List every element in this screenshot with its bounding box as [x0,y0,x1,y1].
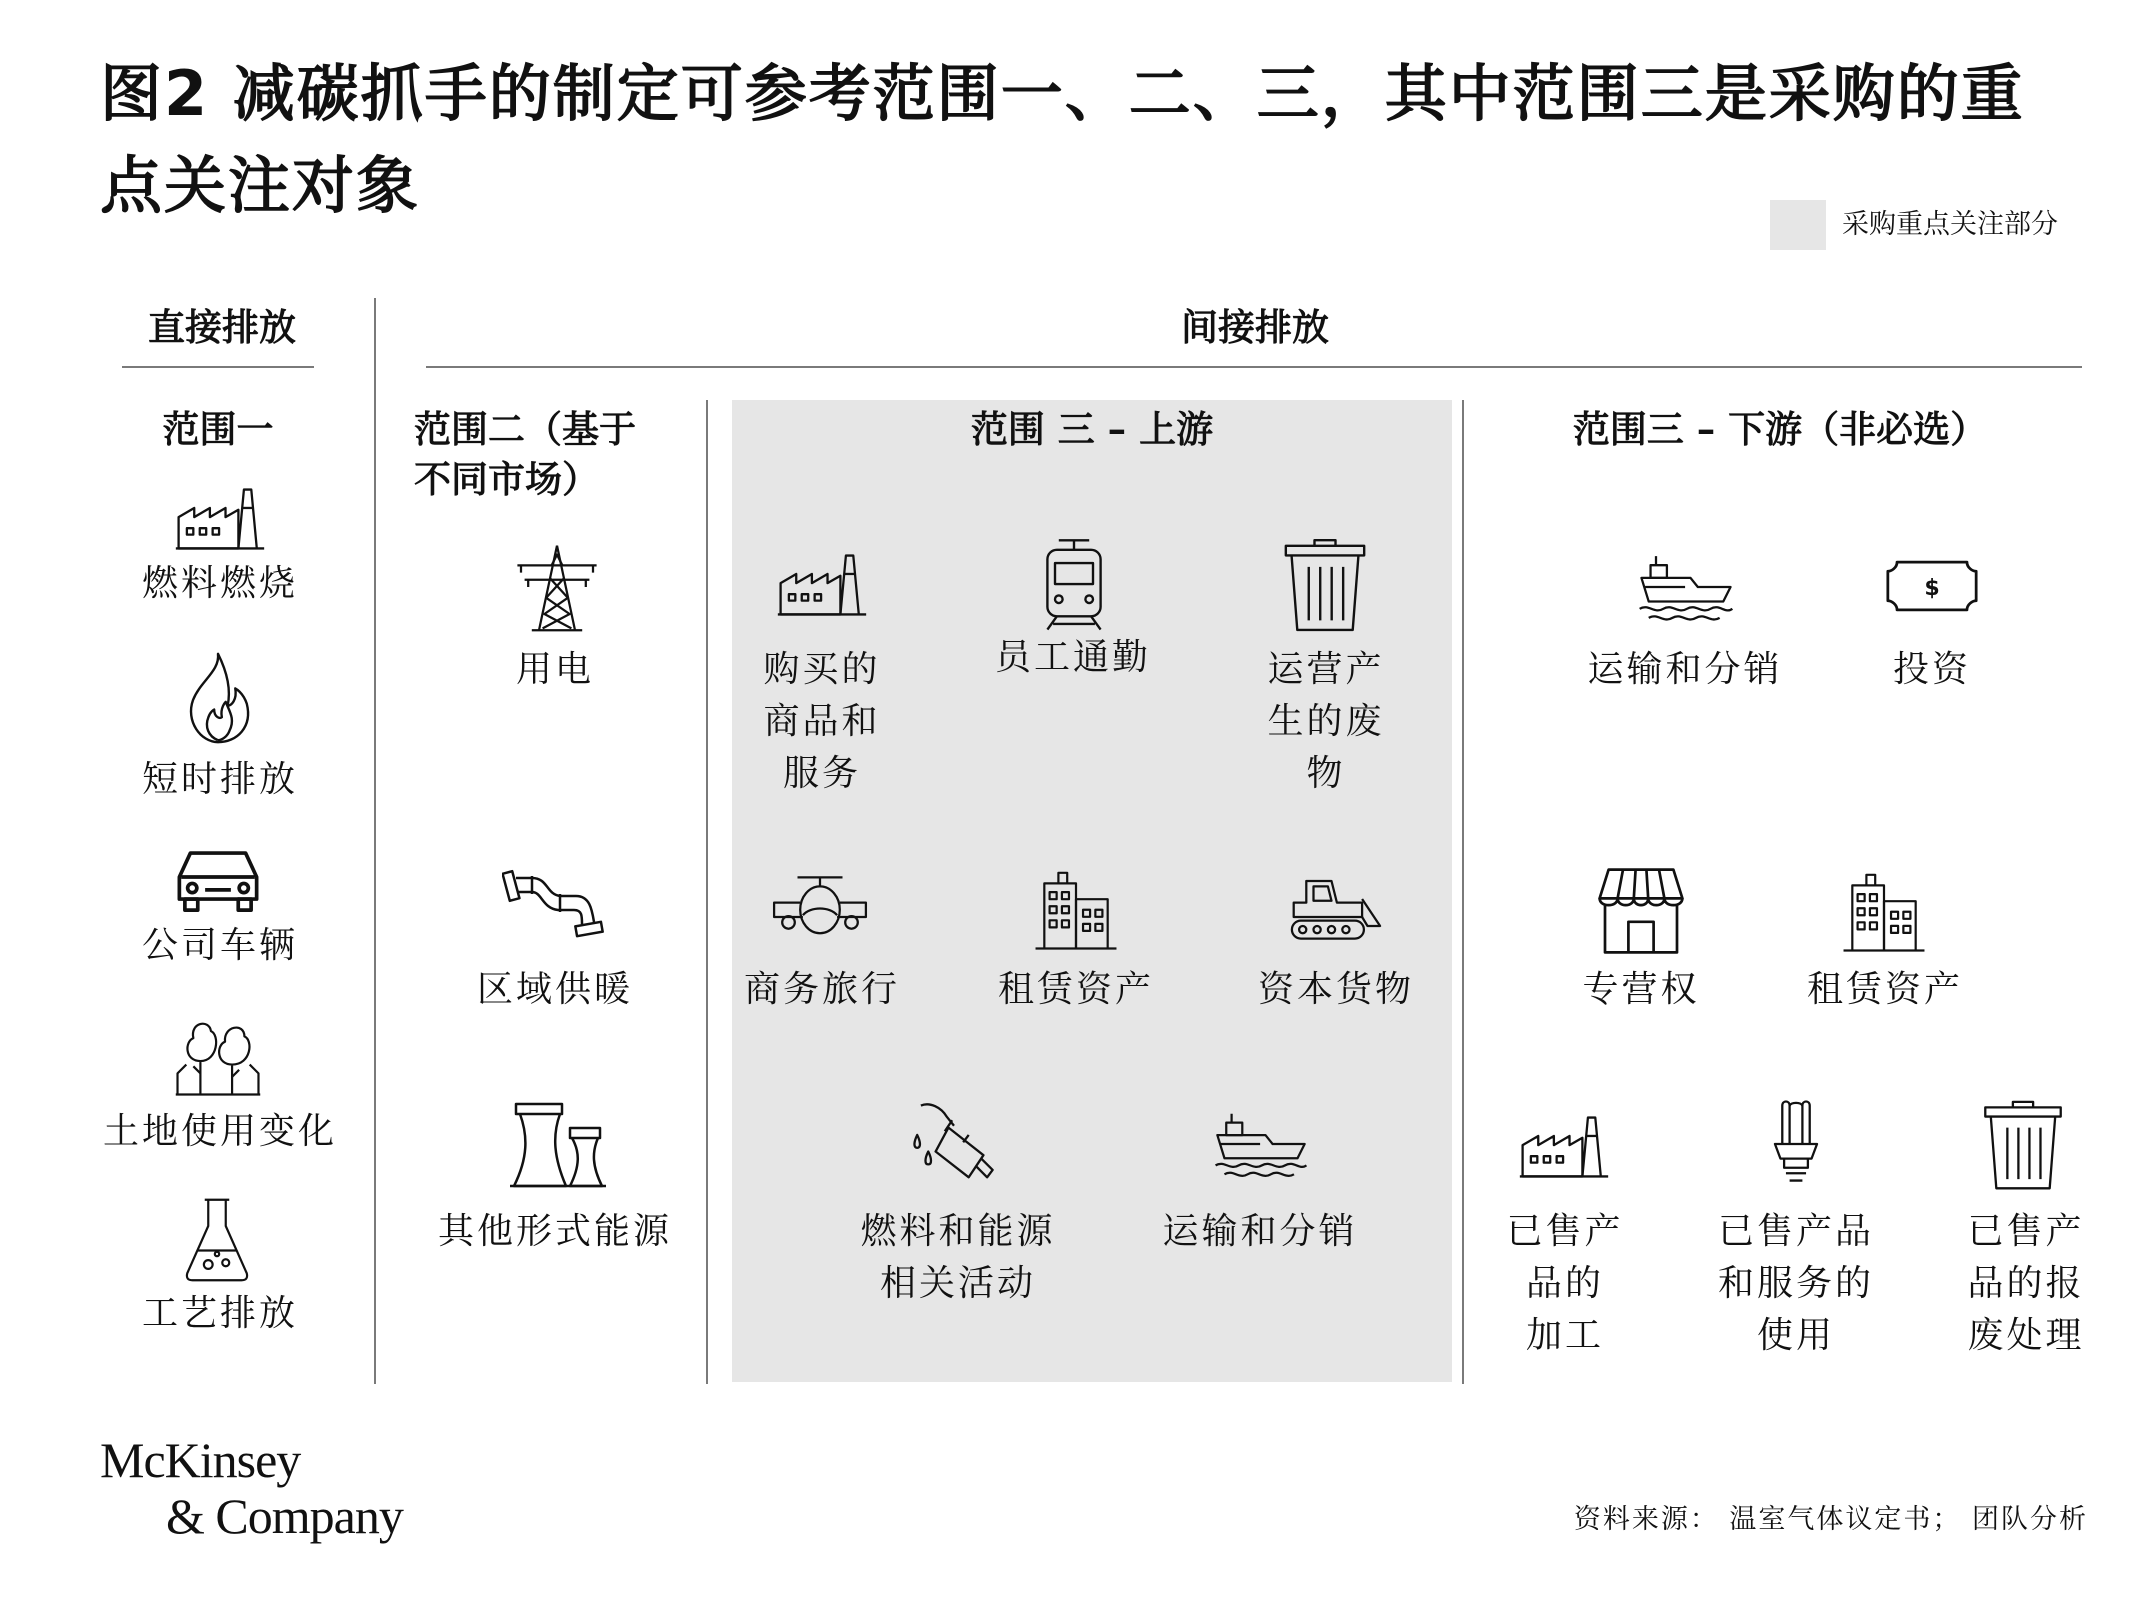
tram-icon [1036,536,1112,632]
scope3-upstream-label [828,1206,1088,1310]
bulldozer-icon [1286,872,1386,944]
label-line: 投资 [1892,649,1971,690]
scope3-upstream-label [958,632,1188,684]
label-line: 废处理 [1967,1315,2085,1356]
header-indirect: 间接排放 [1181,305,1329,349]
header-scope1: 范围一 [162,407,274,451]
scope1-label: 短时排放 [141,759,298,800]
airplane-icon [770,872,870,944]
factory-icon [776,548,868,622]
scope2-label: 区域供暖 [476,969,633,1010]
trash-icon [1980,1100,2066,1192]
label-line: 物 [1306,753,1346,794]
scope3-upstream-label [722,964,922,1016]
column-divider [374,298,376,1384]
mckinsey-logo [100,1432,403,1544]
scope3-upstream-label [1236,964,1436,1016]
scope3-downstream-label [1842,644,2022,696]
label-line: 专营权 [1582,969,1700,1010]
scope3-downstream-label [1546,964,1736,1016]
storefront-icon [1596,866,1686,956]
scope1-label: 燃料燃烧 [141,563,298,604]
label-line: 商务旅行 [743,969,900,1010]
label-line: 购买的 [763,649,881,690]
label-line: 已售产 [1967,1211,2085,1252]
header-scope3-downstream: 范围三 – 下游（非必选） [1572,407,1988,451]
scope3-downstream-label [1780,964,1990,1016]
legend-swatch [1770,200,1826,250]
label-line: 租赁资产 [997,969,1154,1010]
header-direct: 直接排放 [148,305,296,349]
scope1-label: 公司车辆 [141,925,298,966]
trees-icon [174,1010,262,1098]
label-line: 和服务的 [1717,1263,1874,1304]
money-icon [1886,558,1978,614]
scope2-label: 用电 [515,649,594,690]
header-scope2-line: 不同市场） [414,457,599,501]
label-line: 燃料和能源 [860,1211,1056,1252]
label-line: 运输和分销 [1587,649,1783,690]
scope3-downstream-label [1560,644,1810,696]
flask-icon [182,1196,252,1284]
ship-icon [1636,550,1736,624]
label-line: 资本货物 [1257,969,1414,1010]
scope1-label: 工艺排放 [141,1293,298,1334]
bulb-icon [1764,1098,1828,1190]
ship-icon [1212,1108,1310,1180]
label-line: 已售产 [1506,1211,1624,1252]
scope3-upstream-label [722,644,922,800]
factory-icon [1518,1110,1610,1184]
label-line: 运输和分销 [1162,1211,1358,1252]
divider-direct [122,366,314,368]
label-line: 员工通勤 [994,637,1151,678]
header-scope2 [414,404,636,504]
label-line: 使用 [1756,1315,1835,1356]
logo-line: & Company [166,1488,403,1544]
label-line: 生的废 [1267,701,1385,742]
scope3-downstream-label [1936,1206,2116,1362]
label-line: 相关活动 [879,1263,1036,1304]
label-line: 运营产 [1267,649,1385,690]
legend-label: 采购重点关注部分 [1842,209,2058,240]
factory-icon [174,482,266,556]
flame-icon [178,650,258,746]
page-title: 图2 减碳抓手的制定可参考范围一、二、三，其中范围三是采购的重点关注对象 [100,57,2025,222]
label-line: 品的报 [1967,1263,2085,1304]
scope3-upstream-label [976,964,1176,1016]
scope3-upstream-label [1140,1206,1380,1258]
divider-indirect [426,366,2082,368]
power-tower-icon [512,542,602,632]
source-note: 资料来源： 温室气体议定书； 团队分析 [1573,1504,2088,1535]
label-line: 商品和 [763,701,881,742]
car-icon [172,840,264,914]
buildings-icon [1032,864,1120,952]
scope3-downstream-label [1480,1206,1650,1362]
fuel-nozzle-icon [908,1100,1000,1192]
label-line: 加工 [1525,1315,1604,1356]
scope1-label: 土地使用变化 [102,1111,337,1152]
trash-icon [1282,538,1368,634]
scope3-downstream-label [1686,1206,1906,1362]
scope3-upstream-label [1226,644,1426,800]
label-line: 已售产品 [1717,1211,1874,1252]
cooling-tower-icon [508,1100,608,1190]
label-line: 租赁资产 [1806,969,1963,1010]
logo-line: McKinsey [100,1432,301,1488]
header-scope3-upstream: 范围 三 – 上游 [970,407,1214,451]
header-scope2-line: 范围二（基于 [414,407,636,451]
label-line: 服务 [782,753,861,794]
column-divider [706,400,708,1384]
label-line: 品的 [1525,1263,1604,1304]
buildings-icon [1840,866,1928,954]
scope2-label: 其他形式能源 [437,1211,672,1252]
pipe-icon [502,864,612,944]
column-divider [1462,400,1464,1384]
